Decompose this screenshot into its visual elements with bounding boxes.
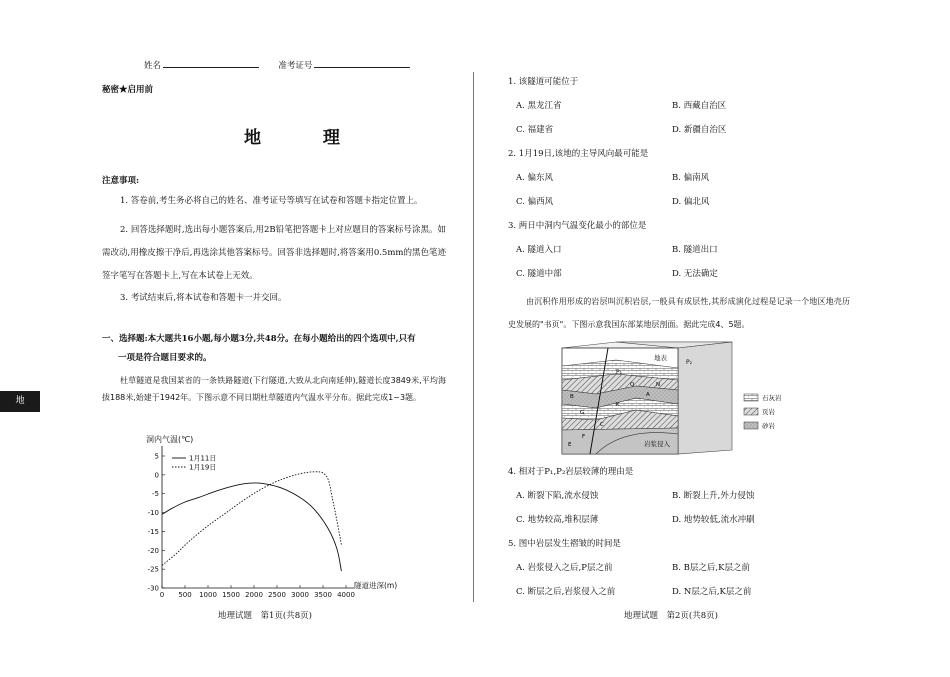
chart-y-tick-label: 0 [154,471,159,480]
q1-stem: 1. 该隧道可能位于 [508,77,579,87]
q3-option-b[interactable]: B. 隧道出口 [672,245,718,255]
q4-option-d[interactable]: D. 地势较低,流水冲刷 [672,515,755,525]
secret-mark: 秘密★启用前 [102,85,154,95]
q4-option-a[interactable]: A. 断裂下陷,流水侵蚀 [516,491,599,501]
q1-option-c[interactable]: C. 福建省 [516,125,554,135]
chart-y-tick-label: -5 [152,490,159,499]
chart-y-tick-label: -25 [147,565,159,574]
chart-series-line-1 [162,483,341,571]
legend-limestone: 石灰岩 [762,394,782,402]
stratum-section-figure [556,338,796,458]
q3-option-c[interactable]: C. 隧道中部 [516,269,562,279]
chart-x-tick-label: 500 [178,591,192,599]
chart-x-tick-label: 2000 [245,591,263,599]
label-layer-a: A [646,392,650,398]
q4-option-c[interactable]: C. 地势较高,堆积层薄 [516,515,599,525]
chart-series-line-2 [162,472,341,566]
notice-item-3: 3. 考试结束后,将本试卷和答题卡一并交回。 [120,293,287,303]
q2-option-c[interactable]: C. 偏西风 [516,197,554,207]
name-line [144,58,410,72]
q5-option-d[interactable]: D. N层之后,K层之前 [672,587,752,597]
q1-option-a[interactable]: A. 黑龙江省 [516,101,562,111]
q3-stem: 3. 两日中洞内气温变化最小的部位是 [508,221,647,231]
label-p1: P₁ [616,369,623,376]
label-surface: 地表 [654,354,667,362]
chart-axes [148,446,355,599]
page-title: 地 理 [244,128,368,148]
passage-1: 杜草隧道是我国某省的一条铁路隧道(下行隧道,大致从北向南延伸),隧道长度3849米,平均海拔188米,始建于1942年。下图示意不同日期杜草隧道内气温水平分布。据此完成1~3题。 [102,376,446,402]
q2-option-a[interactable]: A. 偏东风 [516,173,554,183]
label-layer-g: G [580,410,585,416]
q2-option-d[interactable]: D. 偏北风 [672,197,710,207]
label-layer-e: E [568,442,572,448]
legend-sandstone: 砂岩 [762,422,775,430]
label-layer-k: K [616,402,620,408]
label-layer-b: B [570,394,574,400]
temperature-chart [128,430,418,605]
legend-limestone-swatch [744,394,758,401]
name-blank [163,58,259,68]
q5-stem: 5. 图中岩层发生褶皱的时间是 [508,539,621,549]
chart-lines [162,472,341,571]
q5-option-c[interactable]: C. 断层之后,岩浆侵入之前 [516,587,616,597]
footer-left: 地理试题 第1页(共8页) [218,611,312,621]
label-layer-n: N [656,382,661,388]
label-layer-c: C [600,422,604,428]
legend-sandstone-swatch [744,422,758,429]
q1-option-b[interactable]: B. 西藏自治区 [672,101,727,111]
notice-heading: 注意事项: [102,176,140,186]
chart-x-tick-label: 3500 [314,591,332,599]
chart-x-tick-label: 1000 [199,591,217,599]
chart-y-tick-label: -30 [147,584,159,593]
q4-stem: 4. 相对于P₁,P₂岩层较薄的理由是 [508,467,634,477]
chart-x-tick-label: 2500 [268,591,286,599]
label-p2: P₂ [686,359,693,366]
q4-option-b[interactable]: B. 断裂上升,外力侵蚀 [672,491,755,501]
chart-y-tick-label: -10 [147,509,159,518]
passage-2: 由沉积作用形成的岩层叫沉积岩层,一般具有成层性,其形成演化过程是记录一个地区地壳历史发展的"书页"。下图示意我国东部某地层剖面。据此完成4、5题。 [508,297,850,329]
chart-x-tick-label: 4000 [337,591,355,599]
q3-option-a[interactable]: A. 隧道入口 [516,245,562,255]
exam-no-blank [314,58,410,68]
label-layer-f: F [582,434,586,440]
chart-legend [172,455,216,472]
legend-shale: 页岩 [762,408,775,416]
q1-option-d[interactable]: D. 新疆自治区 [672,125,727,135]
label-layer-o: O [630,382,635,388]
chart-x-tick-label: 1500 [222,591,240,599]
chart-x-tick-label: 0 [159,591,165,599]
notice-item-2: 2. 回答选择题时,选出每小题答案后,用2B铅笔把答题卡上对应题目的答案标号涂黑。如需改动,用橡皮擦干净后,再选涂其他答案标号。回答非选择题时,将答案用0.5mm的黑色笔迹签字笔写在答题卡上,写在本试卷上无效。 [102,225,446,281]
label-magma: 岩浆侵入 [644,440,670,448]
chart-x-tick-label: 3000 [291,591,309,599]
chart-y-tick-label: -15 [147,527,159,536]
q3-option-d[interactable]: D. 无法确定 [672,269,718,279]
chart-legend-label-2: 1月19日 [189,463,217,472]
chart-y-tick-label: -20 [147,546,159,555]
q5-option-b[interactable]: B. B层之后,K层之前 [672,563,750,573]
footer-right: 地理试题 第2页(共8页) [624,611,718,621]
chart-ylabel: 洞内气温(℃) [146,435,194,444]
section1-line2: 一项是符合题目要求的。 [118,353,212,363]
subject-tab: 地 [0,391,40,412]
exam-no-label: 准考证号 [278,61,313,71]
legend-shale-swatch [744,408,758,415]
chart-y-tick-label: 5 [154,452,159,461]
q2-option-b[interactable]: B. 偏南风 [672,173,710,183]
chart-xlabel: 隧道进深(m) [354,581,398,590]
q2-stem: 2. 1月19日,该地的主导风向最可能是 [508,149,649,159]
name-label: 姓名 [144,61,162,71]
chart-legend-label-1: 1月11日 [189,454,217,463]
notice-item-1: 1. 答卷前,考生务必将自己的姓名、准考证号等填写在试卷和答题卡指定位置上。 [120,196,423,206]
page-divider [473,72,474,602]
q5-option-a[interactable]: A. 岩浆侵入之后,P层之前 [516,563,613,573]
section1-line1: 一、选择题:本大题共16小题,每小题3分,共48分。在每小题给出的四个选项中,只有 [102,334,416,344]
